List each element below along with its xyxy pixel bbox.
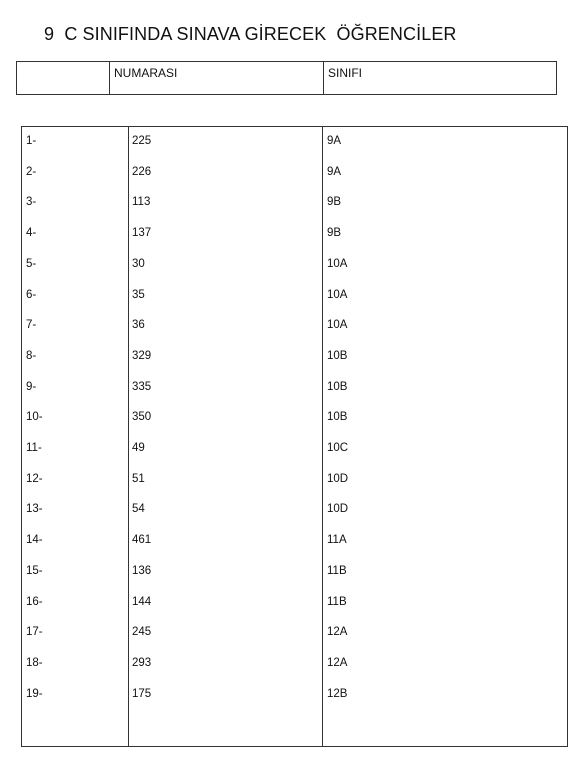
row-index: 5-: [26, 257, 37, 270]
row-sinif: 9B: [327, 227, 342, 240]
header-cell-index: [17, 62, 110, 94]
row-index: 7-: [26, 319, 37, 332]
row-sinif: 10A: [327, 288, 348, 301]
row-index: 3-: [26, 196, 37, 209]
row-index: 11-: [26, 442, 42, 454]
row-index: 17-: [26, 626, 43, 639]
row-numara: 35: [132, 288, 145, 301]
row-numara: 49: [132, 442, 145, 454]
row-index: 13-: [26, 503, 43, 516]
row-numara: 335: [132, 380, 152, 393]
header-cell-sinifi: SINIFI: [328, 66, 363, 80]
row-sinif: 12B: [327, 687, 348, 700]
row-numara: 54: [132, 503, 145, 516]
table-row: [22, 684, 567, 704]
row-numara: 245: [132, 626, 152, 639]
table-row: [22, 377, 567, 397]
page-title: 9 C SINIFINDA SINAVA GİRECEK ÖĞRENCİLER: [44, 24, 457, 44]
row-sinif: 10C: [327, 442, 349, 454]
row-sinif: 10B: [327, 349, 348, 362]
row-index: 2-: [26, 165, 37, 178]
row-sinif: 12A: [327, 626, 348, 639]
table-row: [22, 499, 567, 519]
table-row: [22, 285, 567, 305]
table-row: [22, 315, 567, 335]
table-row: [22, 622, 567, 642]
row-sinif: 11B: [327, 595, 347, 608]
row-numara: 113: [132, 196, 151, 209]
row-numara: 175: [132, 687, 152, 700]
row-sinif: 10A: [327, 319, 348, 332]
row-numara: 136: [132, 564, 152, 577]
table-row: [22, 592, 567, 612]
row-index: 6-: [26, 288, 37, 301]
row-numara: 51: [132, 472, 145, 485]
table-row: [22, 561, 567, 581]
header-table: [16, 61, 557, 95]
row-numara: 329: [132, 349, 152, 362]
row-sinif: 9A: [327, 165, 342, 178]
row-index: 14-: [26, 534, 43, 547]
row-index: 4-: [26, 227, 37, 240]
row-sinif: 10B: [327, 411, 348, 424]
row-numara: 144: [132, 595, 152, 608]
row-index: 12-: [26, 472, 43, 485]
row-index: 18-: [26, 656, 43, 669]
table-row: [22, 192, 567, 212]
row-sinif: 12A: [327, 656, 348, 669]
row-numara: 225: [132, 135, 152, 147]
table-row: [22, 407, 567, 427]
row-sinif: 9A: [327, 135, 342, 147]
table-row: [22, 653, 567, 673]
table-row: [22, 438, 567, 458]
row-numara: 293: [132, 656, 152, 669]
row-numara: 350: [132, 411, 152, 424]
row-sinif: 10A: [327, 257, 348, 270]
row-sinif: 10B: [327, 380, 348, 393]
row-index: 1-: [26, 135, 37, 147]
row-sinif: 9B: [327, 196, 342, 209]
row-sinif: 11B: [327, 564, 347, 577]
row-numara: 36: [132, 319, 145, 332]
row-index: 9-: [26, 380, 37, 393]
row-sinif: 10D: [327, 503, 349, 516]
row-numara: 226: [132, 165, 152, 178]
row-index: 10-: [26, 411, 43, 424]
header-cell-numarasi: NUMARASI: [110, 62, 324, 94]
row-numara: 30: [132, 257, 145, 270]
row-index: 16-: [26, 595, 43, 608]
table-row: [22, 131, 567, 151]
table-row: [22, 223, 567, 243]
table-row: [22, 162, 567, 182]
table-row: [22, 530, 567, 550]
row-index: 8-: [26, 349, 37, 362]
table-row: [22, 254, 567, 274]
row-index: 19-: [26, 687, 43, 700]
row-sinif: 11A: [327, 534, 347, 547]
row-index: 15-: [26, 564, 43, 577]
table-row: [22, 346, 567, 366]
row-numara: 137: [132, 227, 152, 240]
student-table: [21, 126, 568, 747]
row-sinif: 10D: [327, 472, 349, 485]
table-row: [22, 469, 567, 489]
row-numara: 461: [132, 534, 152, 547]
